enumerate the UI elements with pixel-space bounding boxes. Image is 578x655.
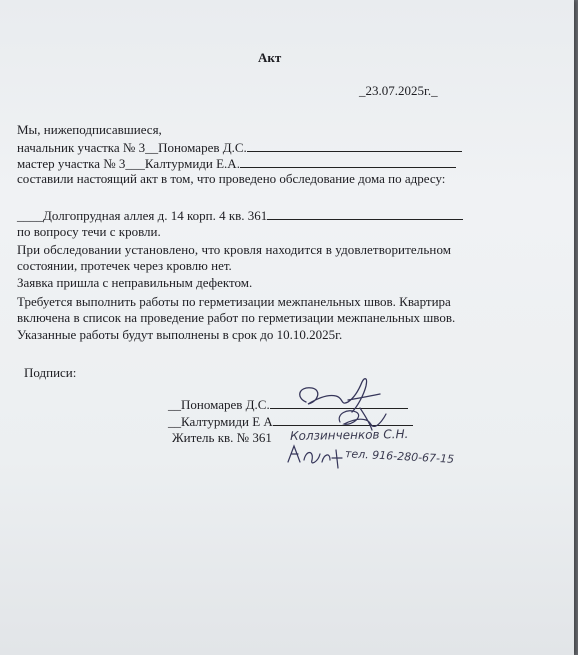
master-text: мастер участка № 3___Калтурмиди Е.А. bbox=[17, 156, 240, 171]
address-text: ____Долгопрудная аллея д. 14 корп. 4 кв. 361 bbox=[17, 208, 268, 223]
chief-line bbox=[17, 139, 462, 156]
signature-3-icon bbox=[284, 440, 354, 470]
chief-text: начальник участка № 3__Пономарев Д.С. bbox=[17, 140, 247, 155]
document-date: _23.07.2025г._ bbox=[359, 83, 438, 98]
address-line bbox=[17, 207, 463, 224]
handwritten-phone: тел. 916-280-67-15 bbox=[344, 447, 455, 466]
document-title: Акт bbox=[258, 50, 282, 65]
master-underline bbox=[240, 155, 456, 168]
paragraph-2: Заявка пришла с неправильным дефектом. bbox=[17, 275, 253, 290]
paragraph-1-line-1: При обследовании установлено, что кровля находится в удовлетворительном bbox=[17, 242, 452, 257]
signer-2-name: __Калтурмиди Е А bbox=[168, 414, 273, 429]
signer-1-name: __Пономарев Д.С. bbox=[168, 397, 270, 412]
signer-3-label: Житель кв. № 361 bbox=[172, 430, 272, 445]
signatures-label: Подписи: bbox=[24, 365, 77, 380]
address-underline bbox=[267, 207, 463, 220]
handwritten-resident-name: Колзинченков С.Н. bbox=[289, 426, 409, 444]
compiled-line: составили настоящий акт в том, что проведено обследование дома по адресу: bbox=[17, 171, 446, 186]
master-line bbox=[17, 155, 456, 172]
chief-underline bbox=[247, 139, 462, 152]
intro-text: Мы, нижеподписавшиеся, bbox=[17, 122, 162, 137]
paragraph-3-line-2: включена в список на проведение работ по герметизации межпанельных швов. bbox=[17, 310, 456, 325]
paragraph-3-line-1: Требуется выполнить работы по герметизации межпанельных швов. Квартира bbox=[17, 294, 451, 309]
subject-line: по вопросу течи с кровли. bbox=[17, 224, 161, 239]
paragraph-1-line-2: состоянии, протечек через кровлю нет. bbox=[17, 258, 232, 273]
paragraph-4: Указанные работы будут выполнены в срок до 10.10.2025г. bbox=[17, 327, 343, 342]
